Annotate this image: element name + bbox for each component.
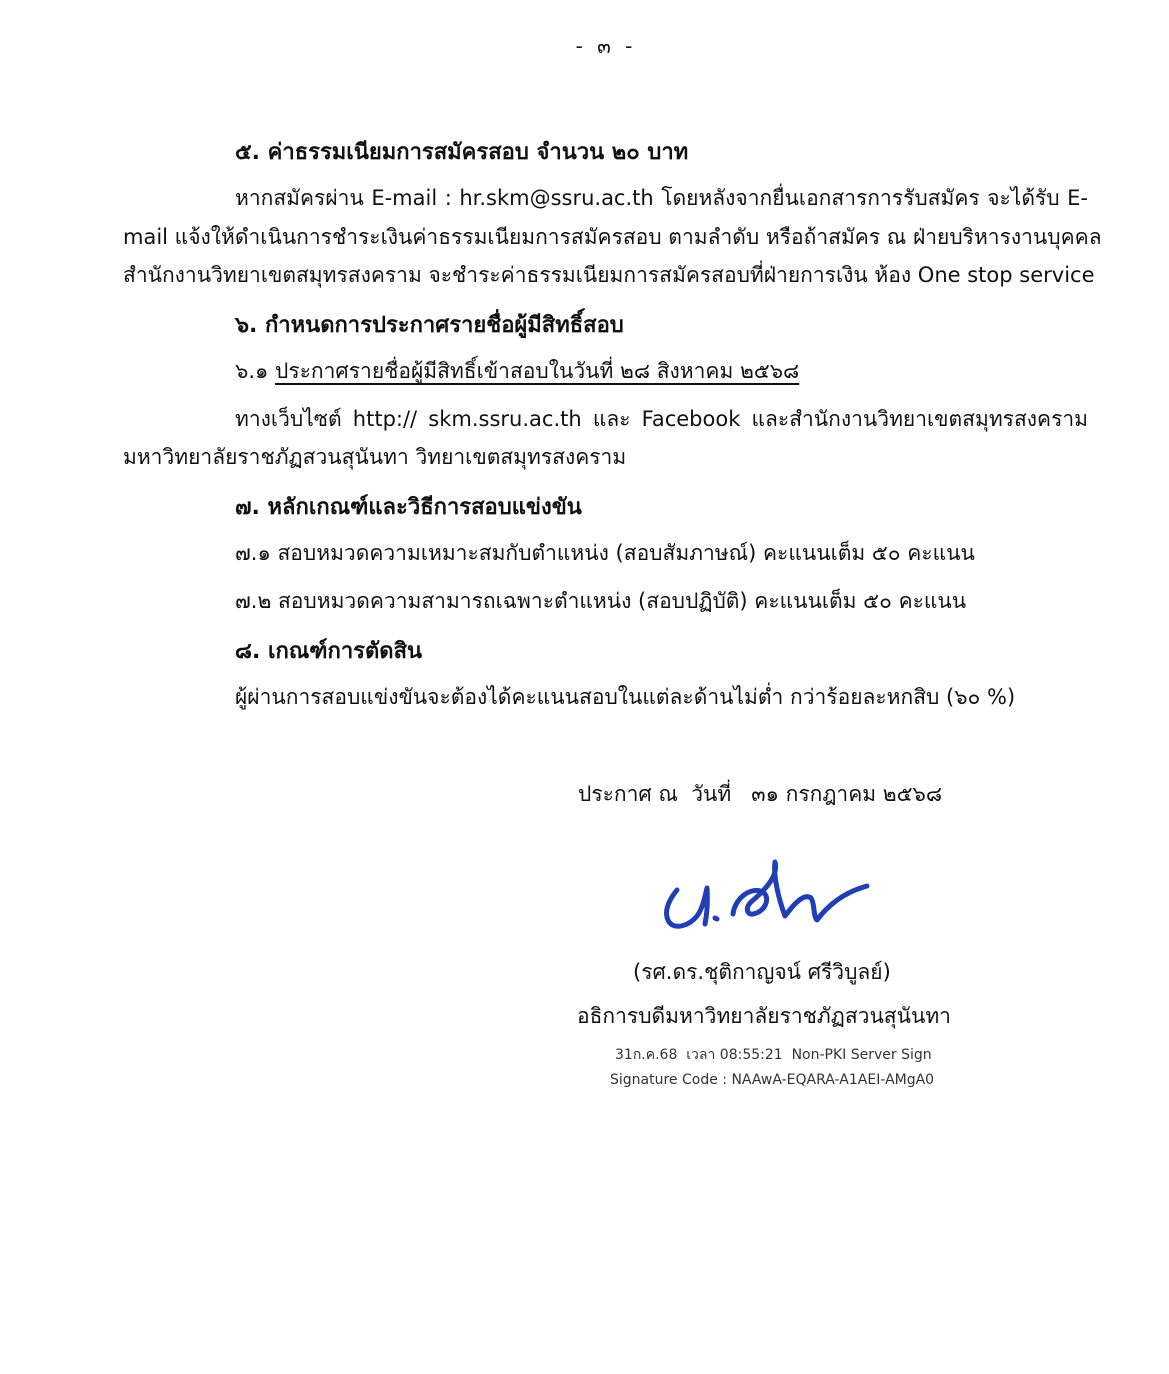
section-6-item-prefix: ๖.๑ <box>235 359 269 383</box>
signature-stroke-2 <box>715 918 717 919</box>
signature-stroke-3 <box>733 862 867 920</box>
section-7-heading: ๗. หลักเกณฑ์และวิธีการสอบแข่งขัน <box>235 495 582 520</box>
section-5-heading: ๕. ค่าธรรมเนียมการสมัครสอบ จำนวน ๒๐ บาท <box>235 140 689 165</box>
section-5-line-3: สำนักงานวิทยาเขตสมุทรสงคราม จะชำระค่าธรรมเนียมการสมัครสอบที่ฝ่ายการเงิน ห้อง One stop service <box>123 263 1095 287</box>
signature-code: Signature Code : NAAwA-EQARA-A1AEI-AMgA0 <box>610 1072 935 1088</box>
section-6-heading: ๖. กำหนดการประกาศรายชื่อผู้มีสิทธิ์สอบ <box>235 313 624 338</box>
sign-timestamp: 31ก.ค.68 เวลา 08:55:21 Non-PKI Server Sign <box>615 1047 932 1063</box>
signer-title: อธิการบดีมหาวิทยาลัยราชภัฏสวนสุนันทา <box>577 1004 951 1028</box>
section-5-line-1: หากสมัครผ่าน E-mail : hr.skm@ssru.ac.th โดยหลังจากยื่นเอกสารการรับสมัคร จะได้รับ E- <box>235 186 1088 210</box>
section-7-item-1: ๗.๑ สอบหมวดความเหมาะสมกับตำแหน่ง (สอบสัมภาษณ์) คะแนนเต็ม ๕๐ คะแนน <box>235 541 975 565</box>
section-5-line-2: mail แจ้งให้ดำเนินการชำระเงินค่าธรรมเนียมการสมัครสอบ ตามลำดับ หรือถ้าสมัคร ณ ฝ่ายบริหารงานบุคคล <box>123 225 1102 249</box>
signature-image <box>655 852 875 942</box>
section-7-item-2: ๗.๒ สอบหมวดความสามารถเฉพาะตำแหน่ง (สอบปฏิบัติ) คะแนนเต็ม ๕๐ คะแนน <box>235 589 967 613</box>
section-8-text: ผู้ผ่านการสอบแข่งขันจะต้องได้คะแนนสอบในแต่ละด้านไม่ต่ำ กว่าร้อยละหกสิบ (๖๐ %) <box>235 685 1016 709</box>
signature-stroke-1 <box>667 888 708 926</box>
section-6-line-2: มหาวิทยาลัยราชภัฏสวนสุนันทา วิทยาเขตสมุทรสงคราม <box>123 445 627 469</box>
section-6-item-1 <box>235 355 799 388</box>
section-6-item-text: ประกาศรายชื่อผู้มีสิทธิ์เข้าสอบในวันที่ ๒๘ สิงหาคม ๒๕๖๘ <box>275 359 800 383</box>
page-number: - ๓ - <box>575 34 637 58</box>
section-8-heading: ๘. เกณฑ์การตัดสิน <box>235 639 423 664</box>
announcement-date: ประกาศ ณ วันที่ ๓๑ กรกฎาคม ๒๕๖๘ <box>578 782 943 806</box>
section-6-line-1: ทางเว็บไซต์ http:// skm.ssru.ac.th และ Facebook และสำนักงานวิทยาเขตสมุทรสงคราม <box>235 407 1088 431</box>
signer-name: (รศ.ดร.ชุติกาญจน์ ศรีวิบูลย์) <box>633 960 891 984</box>
